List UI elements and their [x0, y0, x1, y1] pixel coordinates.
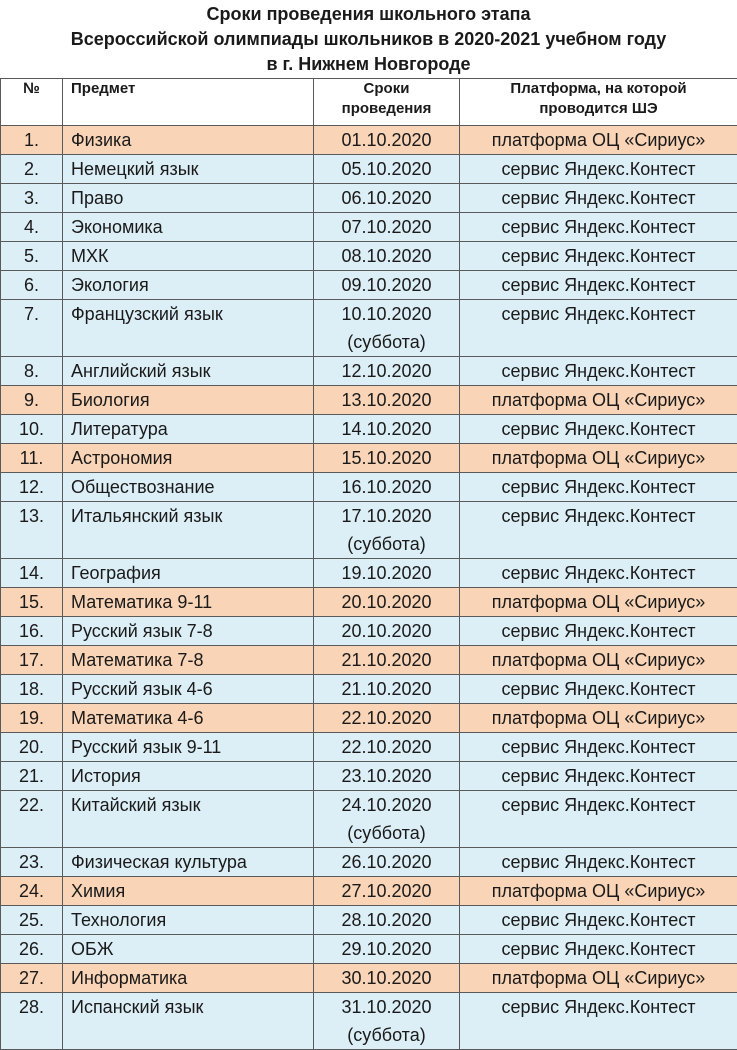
table-row [1, 126, 737, 155]
row-platform-cell [460, 444, 737, 473]
table-row [1, 848, 737, 877]
row-subject-cell [63, 242, 314, 271]
row-subject-cell [63, 733, 314, 762]
row-subject: История [71, 762, 313, 790]
row-number: 28. [1, 993, 62, 1021]
row-number: 6. [1, 271, 62, 299]
row-date: 23.10.2020 [314, 762, 459, 790]
row-platform-cell [460, 415, 737, 444]
row-number: 27. [1, 964, 62, 992]
row-platform-cell [460, 502, 737, 559]
row-platform-cell [460, 964, 737, 993]
row-platform-cell [460, 762, 737, 791]
row-subject-cell [63, 271, 314, 300]
row-date: 08.10.2020 [314, 242, 459, 270]
row-platform-cell [460, 733, 737, 762]
table-row [1, 415, 737, 444]
row-date-cell [314, 213, 460, 242]
row-date-cell [314, 444, 460, 473]
row-subject: Математика 9-11 [71, 588, 313, 616]
table-row [1, 155, 737, 184]
row-date: 14.10.2020 [314, 415, 459, 443]
row-number: 18. [1, 675, 62, 703]
row-subject: Русский язык 7-8 [71, 617, 313, 645]
row-subject-cell [63, 126, 314, 155]
row-number-cell [1, 704, 63, 733]
row-number-cell [1, 906, 63, 935]
row-platform-cell [460, 300, 737, 357]
row-date-cell [314, 184, 460, 213]
row-date: 19.10.2020 [314, 559, 459, 587]
row-number-cell [1, 617, 63, 646]
row-subject: Право [71, 184, 313, 212]
row-subject: Технология [71, 906, 313, 934]
row-number-cell [1, 791, 63, 848]
row-date: 30.10.2020 [314, 964, 459, 992]
row-platform: сервис Яндекс.Контест [460, 762, 737, 790]
row-date: 22.10.2020 [314, 733, 459, 761]
row-subject-cell [63, 906, 314, 935]
table-row [1, 675, 737, 704]
row-platform-cell [460, 848, 737, 877]
row-subject: Информатика [71, 964, 313, 992]
row-subject: МХК [71, 242, 313, 270]
row-platform: платформа ОЦ «Сириус» [460, 588, 737, 616]
row-platform-cell [460, 646, 737, 675]
row-date-cell [314, 357, 460, 386]
row-platform: сервис Яндекс.Контест [460, 184, 737, 212]
row-subject-cell [63, 300, 314, 357]
row-platform-cell [460, 242, 737, 271]
row-platform: платформа ОЦ «Сириус» [460, 126, 737, 154]
row-number-cell [1, 502, 63, 559]
title-line-3: в г. Нижнем Новгороде [0, 52, 737, 77]
table-row [1, 357, 737, 386]
row-platform: сервис Яндекс.Контест [460, 733, 737, 761]
row-date-cell [314, 473, 460, 502]
row-date: 10.10.2020 [314, 300, 459, 328]
row-date-cell [314, 704, 460, 733]
table-header-row [1, 79, 737, 126]
row-platform: платформа ОЦ «Сириус» [460, 704, 737, 732]
row-date: 09.10.2020 [314, 271, 459, 299]
header-subject: Предмет [63, 79, 314, 126]
row-subject: Экономика [71, 213, 313, 241]
title-line-2: Всероссийской олимпиады школьников в 2020-2021 учебном году [0, 27, 737, 52]
header-platform-line-1: Платформа, на которой [460, 79, 737, 99]
row-platform: сервис Яндекс.Контест [460, 617, 737, 645]
table-row [1, 559, 737, 588]
row-date-cell [314, 935, 460, 964]
row-number: 21. [1, 762, 62, 790]
row-date: 21.10.2020 [314, 646, 459, 674]
row-subject-cell [63, 848, 314, 877]
row-subject: Астрономия [71, 444, 313, 472]
row-date: 12.10.2020 [314, 357, 459, 385]
row-number: 7. [1, 300, 62, 328]
row-subject-cell [63, 559, 314, 588]
row-subject-cell [63, 964, 314, 993]
row-number-cell [1, 733, 63, 762]
row-platform-cell [460, 675, 737, 704]
row-platform: сервис Яндекс.Контест [460, 848, 737, 876]
row-date-cell [314, 877, 460, 906]
row-date: 21.10.2020 [314, 675, 459, 703]
row-date-note: (суббота) [314, 1021, 459, 1049]
row-date: 07.10.2020 [314, 213, 459, 241]
row-number: 14. [1, 559, 62, 587]
row-platform: платформа ОЦ «Сириус» [460, 964, 737, 992]
row-date: 29.10.2020 [314, 935, 459, 963]
row-number: 13. [1, 502, 62, 530]
row-subject-cell [63, 675, 314, 704]
row-platform-cell [460, 155, 737, 184]
row-date: 20.10.2020 [314, 588, 459, 616]
row-subject-cell [63, 762, 314, 791]
row-subject-cell [63, 935, 314, 964]
table-row [1, 906, 737, 935]
row-number: 1. [1, 126, 62, 154]
row-platform-cell [460, 588, 737, 617]
row-number: 2. [1, 155, 62, 183]
row-subject-cell [63, 993, 314, 1050]
row-subject-cell [63, 617, 314, 646]
row-platform-cell [460, 906, 737, 935]
table-row [1, 271, 737, 300]
row-date: 15.10.2020 [314, 444, 459, 472]
row-platform-cell [460, 386, 737, 415]
row-number-cell [1, 473, 63, 502]
row-date-cell [314, 271, 460, 300]
row-platform: сервис Яндекс.Контест [460, 993, 737, 1021]
table-row [1, 502, 737, 559]
row-number: 5. [1, 242, 62, 270]
row-date: 26.10.2020 [314, 848, 459, 876]
row-date-note: (суббота) [314, 530, 459, 558]
row-date: 05.10.2020 [314, 155, 459, 183]
row-date-cell [314, 415, 460, 444]
row-subject: Литература [71, 415, 313, 443]
row-subject: Математика 7-8 [71, 646, 313, 674]
row-subject-cell [63, 184, 314, 213]
header-number: № [1, 79, 63, 126]
row-platform: сервис Яндекс.Контест [460, 675, 737, 703]
table-row [1, 473, 737, 502]
row-date: 16.10.2020 [314, 473, 459, 501]
row-number-cell [1, 935, 63, 964]
table-body [1, 126, 737, 1050]
row-number-cell [1, 964, 63, 993]
row-date-note: (суббота) [314, 328, 459, 356]
table-row [1, 242, 737, 271]
header-dates [314, 79, 460, 126]
row-subject-cell [63, 415, 314, 444]
row-date-cell [314, 675, 460, 704]
row-number: 17. [1, 646, 62, 674]
row-number: 10. [1, 415, 62, 443]
table-row [1, 184, 737, 213]
row-platform: сервис Яндекс.Контест [460, 415, 737, 443]
row-number-cell [1, 155, 63, 184]
row-date-cell [314, 588, 460, 617]
row-platform: сервис Яндекс.Контест [460, 300, 737, 328]
row-date: 17.10.2020 [314, 502, 459, 530]
row-platform: платформа ОЦ «Сириус» [460, 444, 737, 472]
row-number-cell [1, 762, 63, 791]
row-number-cell [1, 386, 63, 415]
row-number-cell [1, 184, 63, 213]
row-subject: Французский язык [71, 300, 313, 328]
row-number-cell [1, 300, 63, 357]
row-platform: сервис Яндекс.Контест [460, 559, 737, 587]
row-subject: Русский язык 4-6 [71, 675, 313, 703]
table-row [1, 704, 737, 733]
row-platform: сервис Яндекс.Контест [460, 935, 737, 963]
row-date-cell [314, 848, 460, 877]
row-number-cell [1, 213, 63, 242]
row-subject-cell [63, 357, 314, 386]
row-subject: Математика 4-6 [71, 704, 313, 732]
row-subject: Физическая культура [71, 848, 313, 876]
row-subject-cell [63, 213, 314, 242]
table-row [1, 646, 737, 675]
row-subject-cell [63, 646, 314, 675]
row-date-cell [314, 300, 460, 357]
row-subject-cell [63, 444, 314, 473]
row-subject: Русский язык 9-11 [71, 733, 313, 761]
row-subject: Обществознание [71, 473, 313, 501]
row-platform: платформа ОЦ «Сириус» [460, 646, 737, 674]
row-date-cell [314, 646, 460, 675]
row-subject: Экология [71, 271, 313, 299]
row-date-cell [314, 993, 460, 1050]
row-number-cell [1, 559, 63, 588]
row-date: 27.10.2020 [314, 877, 459, 905]
row-date-cell [314, 242, 460, 271]
table-row [1, 993, 737, 1050]
row-subject-cell [63, 386, 314, 415]
row-platform: сервис Яндекс.Контест [460, 791, 737, 819]
row-number: 19. [1, 704, 62, 732]
row-platform: сервис Яндекс.Контест [460, 473, 737, 501]
row-number: 26. [1, 935, 62, 963]
row-number: 15. [1, 588, 62, 616]
row-number: 25. [1, 906, 62, 934]
table-row [1, 877, 737, 906]
row-subject-cell [63, 791, 314, 848]
row-date-cell [314, 502, 460, 559]
row-platform-cell [460, 935, 737, 964]
row-platform-cell [460, 704, 737, 733]
row-platform: сервис Яндекс.Контест [460, 213, 737, 241]
row-number: 22. [1, 791, 62, 819]
row-subject: Биология [71, 386, 313, 414]
row-platform: платформа ОЦ «Сириус» [460, 386, 737, 414]
row-number-cell [1, 357, 63, 386]
row-platform-cell [460, 184, 737, 213]
row-date-cell [314, 906, 460, 935]
row-platform: сервис Яндекс.Контест [460, 906, 737, 934]
row-platform: сервис Яндекс.Контест [460, 155, 737, 183]
row-number: 23. [1, 848, 62, 876]
row-number-cell [1, 588, 63, 617]
row-date-cell [314, 617, 460, 646]
row-number-cell [1, 646, 63, 675]
row-number: 3. [1, 184, 62, 212]
row-date-cell [314, 126, 460, 155]
row-platform-cell [460, 271, 737, 300]
header-platform-line-2: проводится ШЭ [460, 99, 737, 119]
title-line-1: Сроки проведения школьного этапа [0, 2, 737, 27]
row-date: 22.10.2020 [314, 704, 459, 732]
header-dates-line-2: проведения [314, 99, 459, 119]
row-subject: Английский язык [71, 357, 313, 385]
row-platform: платформа ОЦ «Сириус» [460, 877, 737, 905]
row-platform-cell [460, 213, 737, 242]
row-subject: Итальянский язык [71, 502, 313, 530]
row-number-cell [1, 242, 63, 271]
table-row [1, 444, 737, 473]
row-number: 8. [1, 357, 62, 385]
document-title [0, 0, 737, 78]
row-number-cell [1, 415, 63, 444]
table-row [1, 964, 737, 993]
row-number-cell [1, 444, 63, 473]
row-subject: География [71, 559, 313, 587]
table-row [1, 386, 737, 415]
table-row [1, 935, 737, 964]
row-date: 20.10.2020 [314, 617, 459, 645]
row-subject-cell [63, 473, 314, 502]
row-subject: ОБЖ [71, 935, 313, 963]
row-date: 01.10.2020 [314, 126, 459, 154]
row-number-cell [1, 271, 63, 300]
schedule-table [0, 78, 737, 1050]
row-number-cell [1, 675, 63, 704]
row-date-cell [314, 762, 460, 791]
table-row [1, 762, 737, 791]
row-subject-cell [63, 588, 314, 617]
row-subject-cell [63, 704, 314, 733]
row-platform-cell [460, 791, 737, 848]
row-number: 16. [1, 617, 62, 645]
header-dates-line-1: Сроки [314, 79, 459, 99]
table-row [1, 588, 737, 617]
table-row [1, 617, 737, 646]
row-number: 24. [1, 877, 62, 905]
row-platform-cell [460, 357, 737, 386]
row-date-cell [314, 964, 460, 993]
row-number-cell [1, 126, 63, 155]
row-platform: сервис Яндекс.Контест [460, 242, 737, 270]
row-subject: Испанский язык [71, 993, 313, 1021]
row-subject-cell [63, 502, 314, 559]
row-platform-cell [460, 559, 737, 588]
row-subject: Химия [71, 877, 313, 905]
row-platform-cell [460, 126, 737, 155]
row-platform-cell [460, 877, 737, 906]
row-date: 06.10.2020 [314, 184, 459, 212]
header-platform [460, 79, 737, 126]
row-date: 24.10.2020 [314, 791, 459, 819]
row-date: 31.10.2020 [314, 993, 459, 1021]
row-number: 20. [1, 733, 62, 761]
row-date-note: (суббота) [314, 819, 459, 847]
row-number-cell [1, 993, 63, 1050]
row-date: 13.10.2020 [314, 386, 459, 414]
row-number-cell [1, 848, 63, 877]
row-platform-cell [460, 617, 737, 646]
row-platform: сервис Яндекс.Контест [460, 357, 737, 385]
row-platform: сервис Яндекс.Контест [460, 502, 737, 530]
row-subject: Немецкий язык [71, 155, 313, 183]
row-number: 12. [1, 473, 62, 501]
row-subject: Физика [71, 126, 313, 154]
row-subject-cell [63, 877, 314, 906]
row-subject-cell [63, 155, 314, 184]
row-date-cell [314, 733, 460, 762]
row-date-cell [314, 386, 460, 415]
table-row [1, 733, 737, 762]
row-number: 4. [1, 213, 62, 241]
row-platform-cell [460, 993, 737, 1050]
table-row [1, 213, 737, 242]
row-platform-cell [460, 473, 737, 502]
table-row [1, 300, 737, 357]
row-number-cell [1, 877, 63, 906]
row-subject: Китайский язык [71, 791, 313, 819]
row-date-cell [314, 559, 460, 588]
row-date-cell [314, 155, 460, 184]
table-row [1, 791, 737, 848]
row-date: 28.10.2020 [314, 906, 459, 934]
row-platform: сервис Яндекс.Контест [460, 271, 737, 299]
row-number: 9. [1, 386, 62, 414]
row-number: 11. [1, 444, 62, 472]
row-date-cell [314, 791, 460, 848]
